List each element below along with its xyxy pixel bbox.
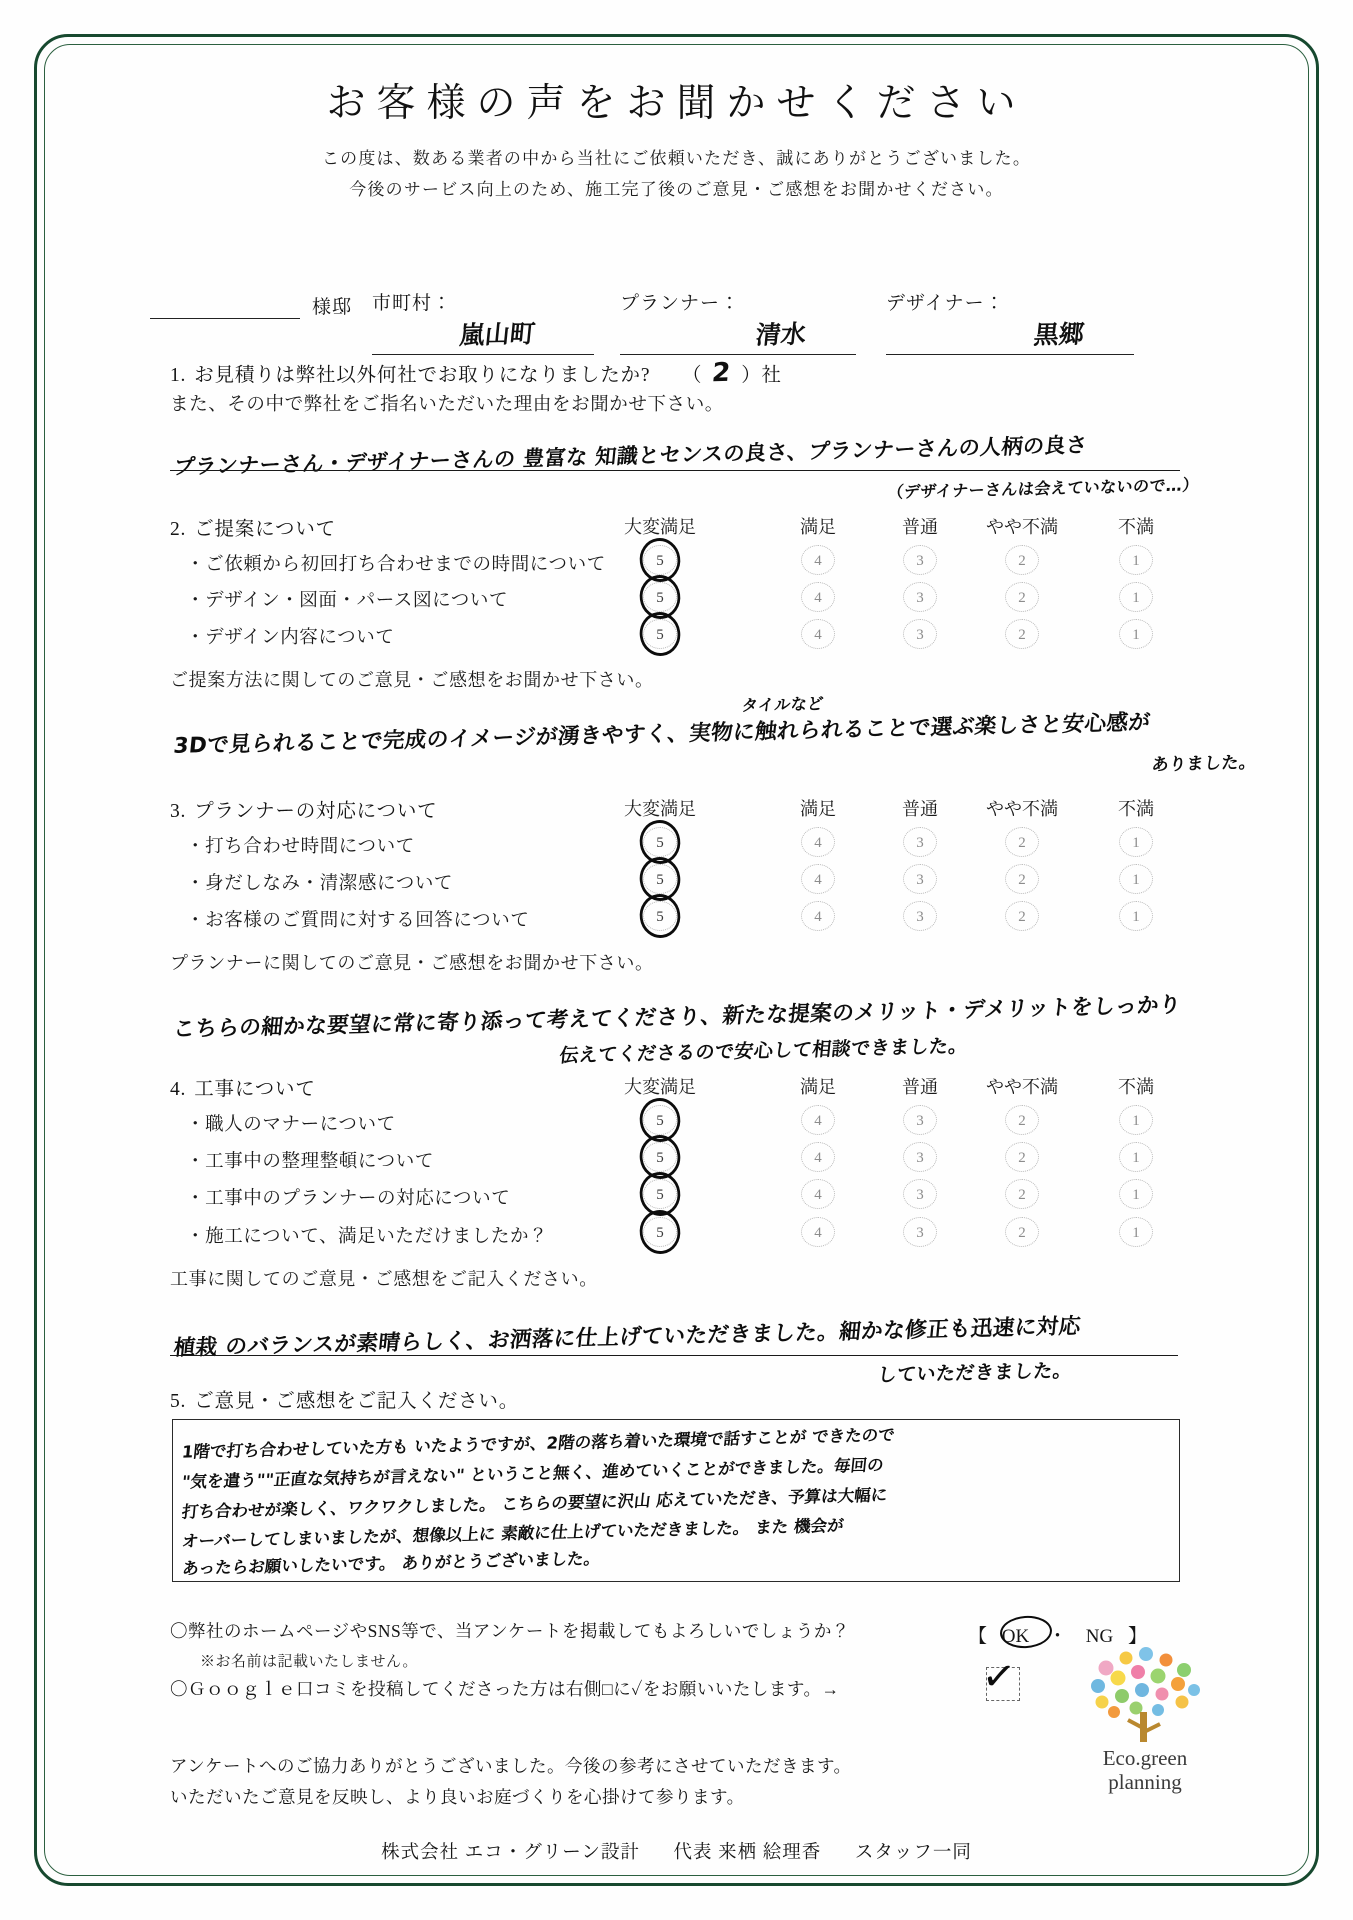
- q2-item-0-rating-4[interactable]: 4: [801, 545, 835, 575]
- bracket-open: 【: [968, 1626, 988, 1647]
- q3-comment-prompt: プランナーに関してのご意見・ご感想をお聞かせ下さい。: [170, 953, 654, 973]
- q2-scale-header-3: 普通: [902, 517, 938, 537]
- q4-item-0-label: ・職人のマナーについて: [186, 1115, 396, 1135]
- q3-item-1-rating-1[interactable]: 1: [1119, 864, 1153, 894]
- question-2-title: [170, 513, 336, 541]
- q4-item-2-rating-1[interactable]: 1: [1119, 1179, 1153, 1209]
- q1-answer-underline: [170, 470, 1180, 471]
- q2-item-1-label: ・デザイン・図面・パース図について: [186, 591, 509, 611]
- q4-item-0-rating-3[interactable]: 3: [903, 1105, 937, 1135]
- page-title: お客様の声をお聞かせください: [326, 81, 1027, 126]
- q3-item-2-rating-5[interactable]: 5: [643, 901, 677, 931]
- q2-item-2-rating-4[interactable]: 4: [801, 619, 835, 649]
- q2-item-0-rating-5[interactable]: 5: [643, 545, 677, 575]
- company-name: 株式会社 エコ・グリーン設計: [381, 1843, 640, 1863]
- city-value: 嵐山町: [458, 319, 537, 350]
- q3-scale-header-5: 大変満足: [624, 799, 696, 819]
- question-1: [170, 358, 782, 388]
- planner-label: プランナー：: [620, 293, 741, 314]
- question-2-number: 2.: [170, 519, 187, 540]
- q4-item-1-rating-3[interactable]: 3: [903, 1142, 937, 1172]
- question-1-number: 1.: [170, 365, 187, 386]
- q4-handwritten-answer: 植栽 のバランスが素晴らしく、お洒落に仕上げていただきました。細かな修正も迅速に対応: [172, 1313, 1082, 1362]
- question-5-title: [170, 1385, 519, 1413]
- q3-item-1-rating-3[interactable]: 3: [903, 864, 937, 894]
- designer-label: デザイナー：: [886, 293, 1005, 314]
- question-2-text: ご提案について: [194, 519, 336, 540]
- thanks-line-2: いただいたご意見を反映し、より良いお庭づくりを心掛けて参ります。: [170, 1787, 745, 1807]
- q4-item-1-rating-4[interactable]: 4: [801, 1142, 835, 1172]
- question-3-number: 3.: [170, 801, 187, 822]
- q4-item-2-rating-5[interactable]: 5: [643, 1179, 677, 1209]
- question-3-text: プランナーの対応について: [194, 801, 438, 822]
- company-signature: [0, 1838, 1353, 1864]
- q2-item-2-rating-1[interactable]: 1: [1119, 619, 1153, 649]
- q4-item-2-rating-3[interactable]: 3: [903, 1179, 937, 1209]
- q3-item-1-label: ・身だしなみ・清潔感について: [186, 874, 454, 894]
- q4-handwritten-answer-2: していただきました。: [876, 1359, 1074, 1387]
- q4-scale-header-3: 普通: [902, 1077, 938, 1097]
- q2-scale-header-4: 満足: [800, 517, 836, 537]
- question-5-text: ご意見・ご感想をご記入ください。: [194, 1391, 520, 1412]
- google-review-line: 〇Ｇｏｏｇｌｅ口コミを投稿してくださった方は右側□に✓をお願いいたします。→: [170, 1679, 840, 1699]
- q2-item-2-rating-3[interactable]: 3: [903, 619, 937, 649]
- free-comment-box[interactable]: [172, 1419, 1180, 1582]
- q4-item-1-rating-2[interactable]: 2: [1005, 1142, 1039, 1172]
- question-4-number: 4.: [170, 1079, 187, 1100]
- q3-item-0-rating-1[interactable]: 1: [1119, 827, 1153, 857]
- q3-item-0-rating-2[interactable]: 2: [1005, 827, 1039, 857]
- q3-item-2-label: ・お客様のご質問に対する回答について: [186, 911, 530, 931]
- q4-item-3-rating-3[interactable]: 3: [903, 1217, 937, 1247]
- logo-line-1: Eco.green: [1102, 1746, 1188, 1770]
- q1-paren-close: ）社: [741, 365, 782, 386]
- q4-item-1-rating-5[interactable]: 5: [643, 1142, 677, 1172]
- q2-item-1-rating-5[interactable]: 5: [643, 582, 677, 612]
- q4-scale-header-4: 満足: [800, 1077, 836, 1097]
- comment-line-4: あったらお願いしたいです。 ありがとうございました。: [181, 1548, 602, 1579]
- q4-item-3-rating-5[interactable]: 5: [643, 1217, 677, 1247]
- q2-item-1-rating-3[interactable]: 3: [903, 582, 937, 612]
- q2-scale-header-1: 不満: [1118, 517, 1154, 537]
- q3-handwritten-answer-2: 伝えてくださるので安心して相談できました。: [558, 1035, 969, 1067]
- q4-item-3-rating-2[interactable]: 2: [1005, 1217, 1039, 1247]
- q2-handwritten-answer-2: ありました。: [1150, 752, 1258, 776]
- planner-field[interactable]: [620, 288, 856, 355]
- q4-item-3-label: ・施工について、満足いただけましたか？: [186, 1227, 549, 1247]
- sama-label: 様邸: [312, 297, 353, 318]
- q4-scale-header-2: やや不満: [986, 1077, 1058, 1097]
- q4-scale-header-1: 不満: [1118, 1077, 1154, 1097]
- permission-ok-option[interactable]: OK: [1001, 1626, 1030, 1647]
- planner-value: 清水: [754, 319, 808, 350]
- q2-scale-header-5: 大変満足: [624, 517, 696, 537]
- q3-item-0-rating-3[interactable]: 3: [903, 827, 937, 857]
- q4-item-3-rating-4[interactable]: 4: [801, 1217, 835, 1247]
- checkmark-icon: ✓: [979, 1652, 1018, 1702]
- logo-text: [1040, 1746, 1250, 1794]
- q2-item-2-rating-5[interactable]: 5: [643, 619, 677, 649]
- city-label: 市町村：: [372, 293, 453, 314]
- q2-item-1-rating-1[interactable]: 1: [1119, 582, 1153, 612]
- comment-line-1: "気を遣う""正直な気持ちが言えない" ということ無く、進めていくことができました。毎回の: [180, 1455, 885, 1492]
- header-subtitle-2: 今後のサービス向上のため、施工完了後のご意見・ご感想をお聞かせください。: [349, 180, 1004, 199]
- q3-item-0-rating-5[interactable]: 5: [643, 827, 677, 857]
- logo-line-2: planning: [1108, 1770, 1182, 1794]
- q4-item-1-label: ・工事中の整理整頓について: [186, 1152, 434, 1172]
- representative-name: 代表 来栖 絵理香: [673, 1843, 822, 1863]
- question-1-followup: また、その中で弊社をご指名いただいた理由をお聞かせ下さい。: [170, 395, 724, 415]
- question-4-title: [170, 1073, 316, 1101]
- q1-paren-open: （: [681, 365, 703, 386]
- q3-item-2-rating-2[interactable]: 2: [1005, 901, 1039, 931]
- q4-scale-header-5: 大変満足: [624, 1077, 696, 1097]
- q3-scale-header-2: やや不満: [986, 799, 1058, 819]
- q2-item-1-rating-2[interactable]: 2: [1005, 582, 1039, 612]
- q3-item-1-rating-5[interactable]: 5: [643, 864, 677, 894]
- tree-logo-icon: [1040, 1638, 1250, 1750]
- q2-item-0-rating-1[interactable]: 1: [1119, 545, 1153, 575]
- identity-row: [150, 290, 1230, 350]
- designer-field[interactable]: [886, 288, 1134, 355]
- q2-item-0-rating-3[interactable]: 3: [903, 545, 937, 575]
- q4-item-1-rating-1[interactable]: 1: [1119, 1142, 1153, 1172]
- publish-permission-question: 〇弊社のホームページやSNS等で、当アンケートを掲載してもよろしいでしょうか？: [170, 1621, 850, 1641]
- bracket-close: 】: [1127, 1626, 1147, 1647]
- q2-item-0-rating-2[interactable]: 2: [1005, 545, 1039, 575]
- publish-permission-note: ※お名前は記載いたしません。: [200, 1654, 418, 1670]
- q3-scale-header-3: 普通: [902, 799, 938, 819]
- header-subtitle-1: この度は、数ある業者の中から当社にご依頼いただき、誠にありがとうございました。: [321, 149, 1032, 168]
- q1-answer-value: 2: [710, 357, 733, 389]
- comment-line-0: 1階で打ち合わせしていた方も いたようですが、2階の落ち着いた環境で話すことが できたので: [180, 1425, 896, 1462]
- q3-item-2-rating-3[interactable]: 3: [903, 901, 937, 931]
- q2-item-0-label: ・ご依頼から初回打ち合わせまでの時間について: [186, 555, 606, 575]
- q2-item-2-rating-2[interactable]: 2: [1005, 619, 1039, 649]
- q4-item-0-rating-2[interactable]: 2: [1005, 1105, 1039, 1135]
- company-logo: [1040, 1638, 1250, 1794]
- comment-line-3: オーバーしてしまいましたが、想像以上に 素敵に仕上げていただきました。 また 機会が: [181, 1515, 845, 1552]
- designer-value: 黒郷: [1032, 319, 1086, 350]
- question-5-number: 5.: [170, 1391, 187, 1412]
- thanks-line-1: アンケートへのご協力ありがとうございました。今後の参考にさせていただきます。: [170, 1756, 852, 1776]
- q4-item-2-rating-4[interactable]: 4: [801, 1179, 835, 1209]
- q4-item-0-rating-5[interactable]: 5: [643, 1105, 677, 1135]
- q3-scale-header-4: 満足: [800, 799, 836, 819]
- q4-item-0-rating-1[interactable]: 1: [1119, 1105, 1153, 1135]
- comment-line-2: 打ち合わせが楽しく、ワクワクしました。 こちらの要望に沢山 応えていただき、予算は大幅に: [180, 1485, 889, 1522]
- q4-item-2-label: ・工事中のプランナーの対応について: [186, 1189, 511, 1209]
- question-3-title: [170, 795, 437, 823]
- question-1-text: お見積りは弊社以外何社でお取りになりましたか?: [194, 365, 651, 386]
- permission-ng-option[interactable]: NG: [1085, 1626, 1114, 1647]
- q3-item-0-label: ・打ち合わせ時間について: [186, 837, 415, 857]
- staff-label: スタッフ一同: [854, 1843, 972, 1863]
- q3-item-1-rating-2[interactable]: 2: [1005, 864, 1039, 894]
- q4-item-2-rating-2[interactable]: 2: [1005, 1179, 1039, 1209]
- q3-item-2-rating-4[interactable]: 4: [801, 901, 835, 931]
- permission-separator: ・: [1047, 1626, 1067, 1647]
- q2-scale-header-2: やや不満: [986, 517, 1058, 537]
- city-field[interactable]: [372, 288, 594, 355]
- q3-item-2-rating-1[interactable]: 1: [1119, 901, 1153, 931]
- q2-handwritten-superscript: タイルなど: [740, 694, 825, 715]
- q2-item-2-label: ・デザイン内容について: [186, 628, 395, 648]
- q2-handwritten-answer: 3Dで見られることで完成のイメージが湧きやすく、実物に触れられることで選ぶ楽しさと安心感が: [172, 710, 1152, 759]
- q3-scale-header-1: 不満: [1118, 799, 1154, 819]
- q4-item-0-rating-4[interactable]: 4: [801, 1105, 835, 1135]
- q3-item-1-rating-4[interactable]: 4: [801, 864, 835, 894]
- q2-comment-prompt: ご提案方法に関してのご意見・ご感想をお聞かせ下さい。: [170, 670, 654, 690]
- q3-item-0-rating-4[interactable]: 4: [801, 827, 835, 857]
- customer-name-field[interactable]: [150, 318, 300, 319]
- q1-handwritten-answer-2: （デザイナーさんは会えていないので…）: [886, 475, 1200, 502]
- q3-handwritten-answer: こちらの細かな要望に常に寄り添って考えてくださり、新たな提案のメリット・デメリットをしっかり: [172, 992, 1183, 1043]
- q2-item-1-rating-4[interactable]: 4: [801, 582, 835, 612]
- q4-item-3-rating-1[interactable]: 1: [1119, 1217, 1153, 1247]
- question-4-text: 工事について: [194, 1079, 316, 1100]
- q4-comment-prompt: 工事に関してのご意見・ご感想をご記入ください。: [170, 1269, 598, 1289]
- q1-handwritten-answer: プランナーさん・デザイナーさんの 豊富な 知識とセンスの良さ、プランナーさんの人柄の良さ: [172, 432, 1089, 480]
